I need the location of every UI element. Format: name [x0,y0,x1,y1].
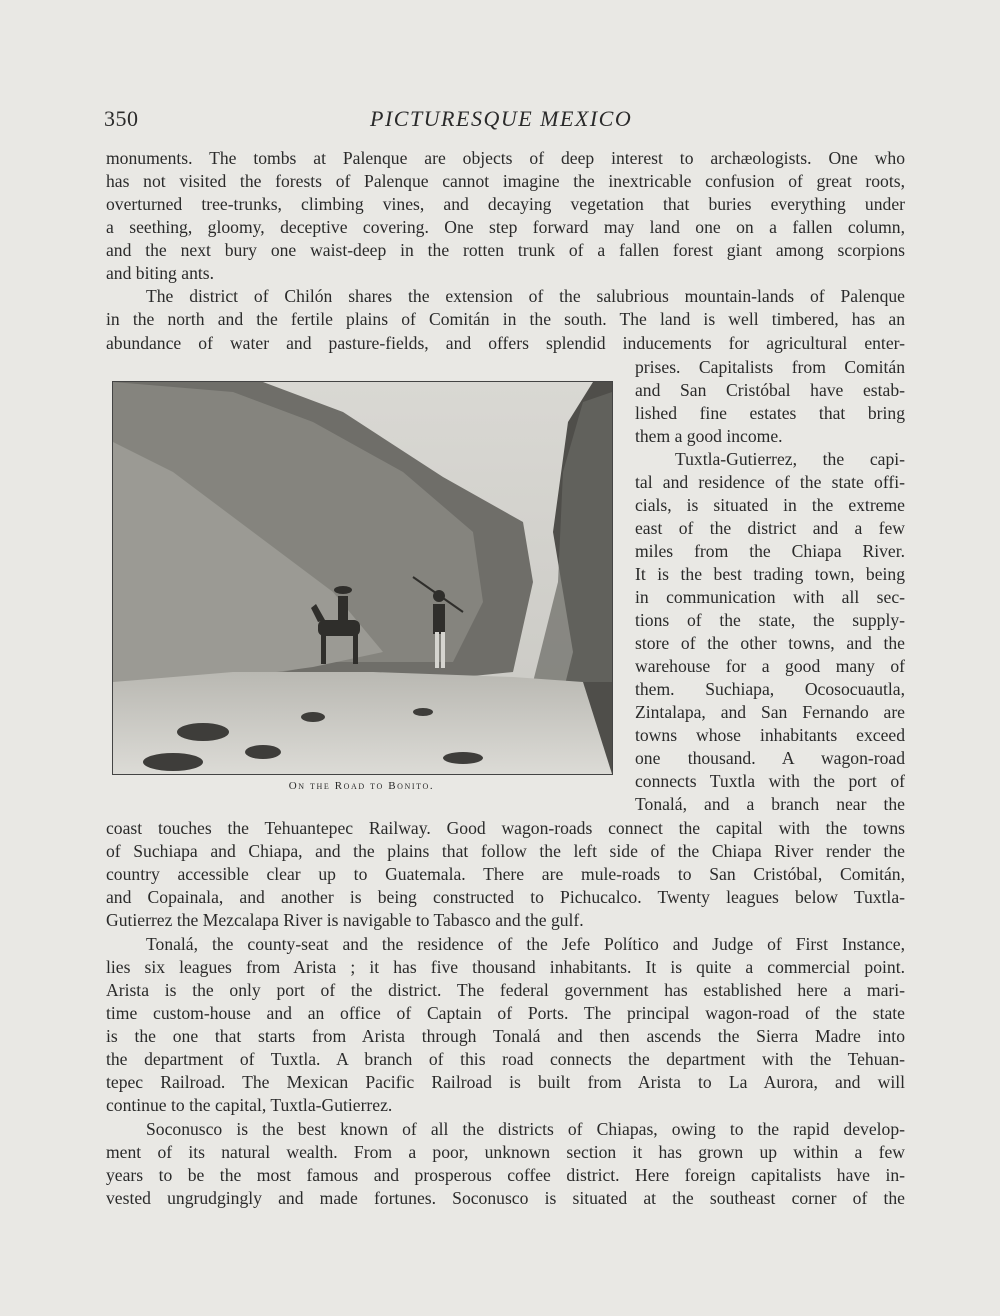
text-line: prises. Capitalists from Comitán [635,357,905,377]
text-line: and biting ants. [106,263,214,283]
running-head: PICTURESQUE MEXICO [370,106,633,131]
text-line: overturned tree-trunks, climbing vines, and decaying vegetation that buries everything under [106,194,905,214]
text-line: in the north and the fertile plains of Comitán in the south. The land is well timbered, has an [106,309,905,329]
text-line: has not visited the forests of Palenque cannot imagine the inextricable confusion of great roots, [106,171,905,191]
text-line: lies six leagues from Arista ; it has five thousand inhabitants. It is quite a commercial point. [106,957,905,977]
text-line: and Copainala, and another is being constructed to Pichucalco. Twenty leagues below Tuxtla- [106,887,905,907]
text-line: The district of Chilón shares the extension of the salubrious mountain-lands of Palenque [146,286,905,306]
text-line: them. Suchiapa, Ocosocuautla, [635,679,905,699]
text-line: ment of its natural wealth. From a poor, unknown section it has grown up within a few [106,1142,905,1162]
text-line: Tonalá, and a branch near the [635,794,905,814]
text-line: tions of the state, the supply- [635,610,905,630]
canyon-photo-illustration [113,382,612,774]
text-line: is the one that starts from Arista through Tonalá and then ascends the Sierra Madre into [106,1026,905,1046]
text-line: lished fine estates that bring [635,403,905,423]
text-line: east of the district and a few [635,518,905,538]
text-line: and San Cristóbal have estab- [635,380,905,400]
text-line: It is the best trading town, being [635,564,905,584]
text-line: continue to the capital, Tuxtla-Gutierrez. [106,1095,393,1115]
text-line: one thousand. A wagon-road [635,748,905,768]
text-line: Arista is the only port of the district. The federal government has established here a mari- [106,980,905,1000]
text-line: abundance of water and pasture-fields, and offers splendid inducements for agricultural enter- [106,333,905,353]
text-line: monuments. The tombs at Palenque are objects of deep interest to archæologists. One who [106,148,905,168]
text-line: Zintalapa, and San Fernando are [635,702,905,722]
text-line: tal and residence of the state offi- [635,472,905,492]
text-line: towns whose inhabitants exceed [635,725,905,745]
text-line: them a good income. [635,426,783,446]
text-line: connects Tuxtla with the port of [635,771,905,791]
text-line: coast touches the Tehuantepec Railway. Good wagon-roads connect the capital with the towns [106,818,905,838]
text-line: years to be the most famous and prosperous coffee district. Here foreign capitalists have in- [106,1165,905,1185]
text-line: tepec Railroad. The Mexican Pacific Railroad is built from Arista to La Aurora, and will [106,1072,905,1092]
text-line: cials, is situated in the extreme [635,495,905,515]
text-line: the department of Tuxtla. A branch of this road connects the department with the Tehuan- [106,1049,905,1069]
text-line: miles from the Chiapa River. [635,541,905,561]
text-line: country accessible clear up to Guatemala. There are mule-roads to San Cristóbal, Comitán, [106,864,905,884]
photograph-road-to-bonito [112,381,613,775]
text-line: in communication with all sec- [635,587,905,607]
text-line: store of the other towns, and the [635,633,905,653]
text-line: vested ungrudgingly and made fortunes. Soconusco is situated at the southeast corner of the [106,1188,905,1208]
text-line: Tonalá, the county-seat and the residence of the Jefe Político and Judge of First Instance, [146,934,905,954]
page-number: 350 [104,106,139,131]
text-line: Tuxtla-Gutierrez, the capi- [675,449,905,469]
text-line: warehouse for a good many of [635,656,905,676]
text-line: of Suchiapa and Chiapa, and the plains that follow the left side of the Chiapa River render the [106,841,905,861]
figure-caption: On the Road to Bonito. [288,780,435,792]
text-line: Soconusco is the best known of all the districts of Chiapas, owing to the rapid develop- [146,1119,905,1139]
text-line: and the next bury one waist-deep in the rotten trunk of a fallen forest giant among scorpions [106,240,905,260]
text-line: time custom-house and an office of Captain of Ports. The principal wagon-road of the state [106,1003,905,1023]
text-line: Gutierrez the Mezcalapa River is navigable to Tabasco and the gulf. [106,910,584,930]
text-line: a seething, gloomy, deceptive covering. One step forward may land one on a fallen column, [106,217,905,237]
